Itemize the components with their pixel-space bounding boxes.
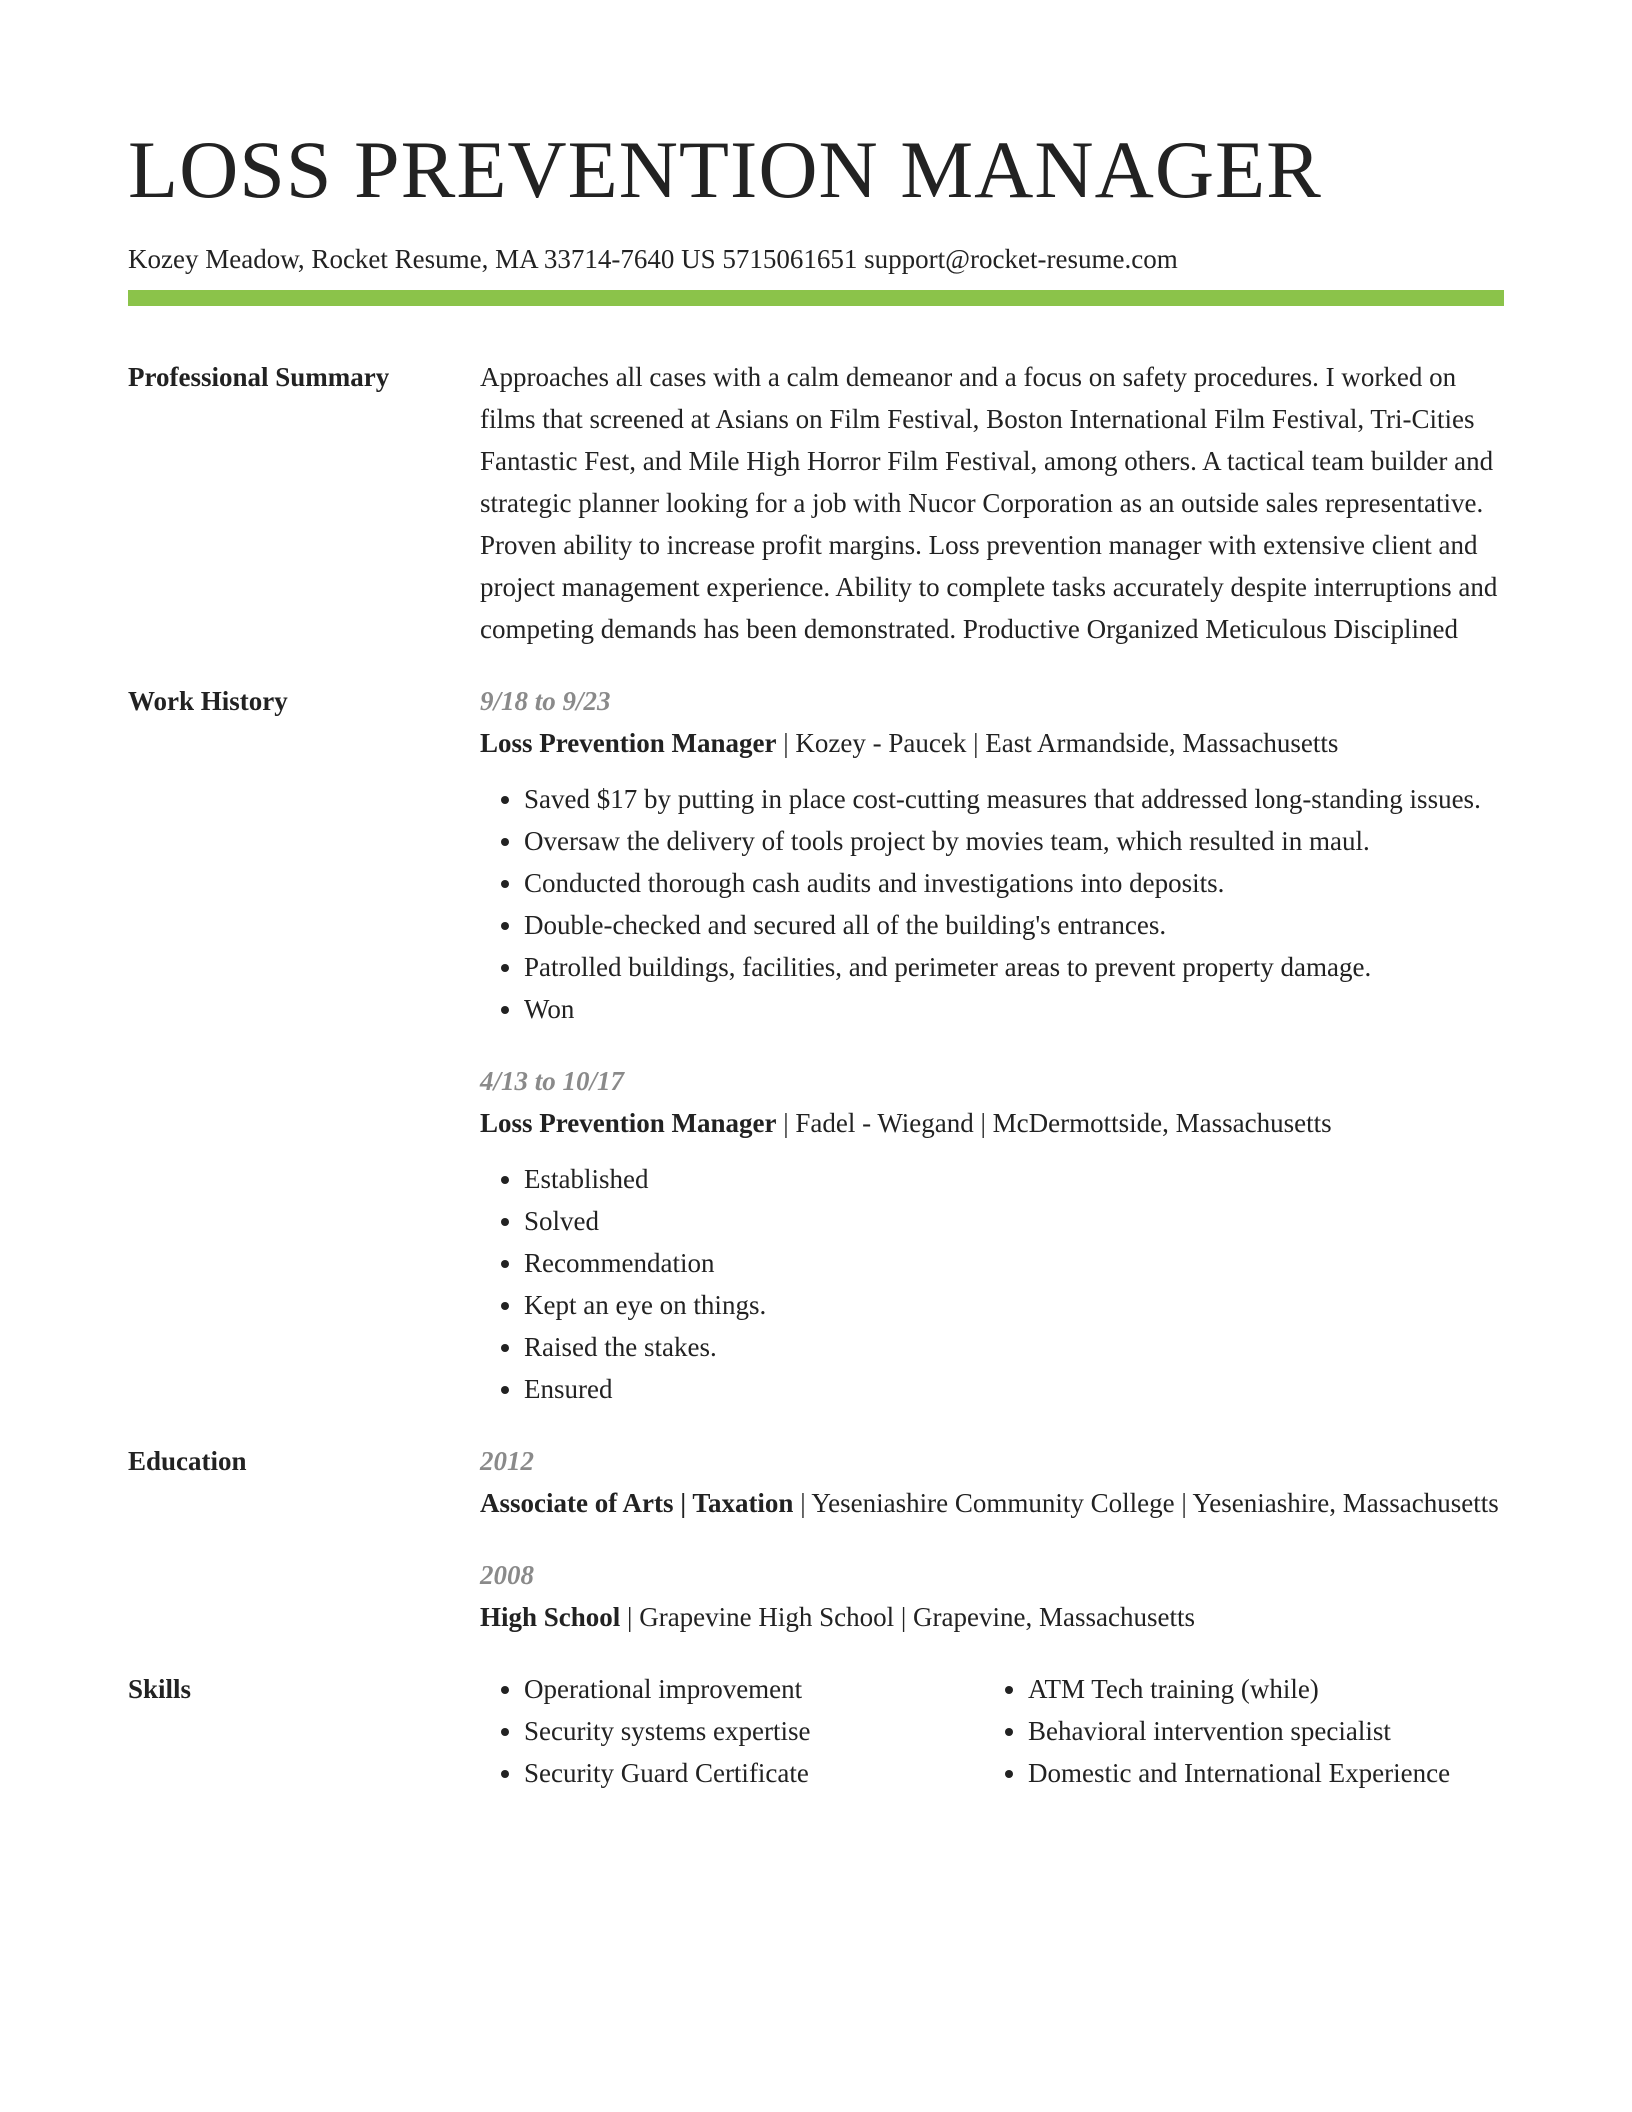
education-entry (480, 1554, 1504, 1638)
education-details: | Yeseniashire Community College | Yeseniashire, Massachusetts (793, 1488, 1499, 1518)
job-bullet: • Won (524, 988, 1504, 1030)
skills-column (984, 1668, 1450, 1794)
work-history-section (128, 680, 1504, 1410)
skill-item: • Behavioral intervention specialist (1028, 1710, 1450, 1752)
job-entry (480, 1060, 1504, 1410)
job-bullets (480, 1158, 1504, 1410)
education-year: 2012 (480, 1446, 534, 1476)
education-degree: Associate of Arts | Taxation (480, 1488, 794, 1518)
education-degree: High School (480, 1602, 621, 1632)
education-year: 2008 (480, 1560, 534, 1590)
job-bullet: • Raised the stakes. (524, 1326, 1504, 1368)
education-entry (480, 1440, 1504, 1524)
skill-item: • ATM Tech training (while) (1028, 1668, 1450, 1710)
job-details: | Fadel - Wiegand | McDermottside, Massachusetts (776, 1108, 1332, 1138)
work-history-body (480, 680, 1504, 1410)
job-bullet: • Oversaw the delivery of tools project by movies team, which resulted in maul. (524, 820, 1504, 862)
job-entry (480, 680, 1504, 1030)
job-role: Loss Prevention Manager (480, 1108, 777, 1138)
education-details: | Grapevine High School | Grapevine, Massachusetts (620, 1602, 1195, 1632)
job-bullet: • Conducted thorough cash audits and investigations into deposits. (524, 862, 1504, 904)
job-bullet: • Saved $17 by putting in place cost-cutting measures that addressed long-standing issues. (524, 778, 1504, 820)
skills-section (128, 1668, 1504, 1794)
job-heading (480, 1102, 1504, 1144)
job-bullet: • Patrolled buildings, facilities, and perimeter areas to prevent property damage. (524, 946, 1504, 988)
accent-divider (128, 290, 1504, 306)
job-dates: 9/18 to 9/23 (480, 686, 611, 716)
resume-page (128, 0, 1504, 1794)
section-title-summary: Professional Summary (128, 362, 390, 392)
job-bullet: • Established (524, 1158, 1504, 1200)
skills-list (480, 1668, 1504, 1794)
job-dates: 4/13 to 10/17 (480, 1066, 625, 1096)
education-heading (480, 1482, 1504, 1524)
job-role: Loss Prevention Manager (480, 728, 777, 758)
job-details: | Kozey - Paucek | East Armandside, Massachusetts (776, 728, 1339, 758)
skills-column (480, 1668, 984, 1794)
job-bullets (480, 778, 1504, 1030)
resume-title: LOSS PREVENTION MANAGER (128, 124, 1322, 215)
contact-line: Kozey Meadow, Rocket Resume, MA 33714-7640 US 5715061651 support@rocket-resume.com (128, 244, 1178, 274)
section-title-skills: Skills (128, 1674, 192, 1704)
summary-text: Approaches all cases with a calm demeanor and a focus on safety procedures. I worked on films that screened at Asians on Film Festival, Boston International Film Festival, Tri-Cities Fantastic Fest, and Mile High Horror Film Festival, among others. A tactical team builder and strategic planner looking for a job with Nucor Corporation as an outside sales representative. Proven ability to increase profit margins. Loss prevention manager with extensive client and project management experience. Ability to complete tasks accurately despite interruptions and competing demands has been demonstrated. Productive Organized Meticulous Disciplined (480, 362, 1498, 644)
education-section (128, 1440, 1504, 1638)
section-title-education: Education (128, 1446, 247, 1476)
job-bullet: • Recommendation (524, 1242, 1504, 1284)
skill-item: • Security Guard Certificate (524, 1752, 984, 1794)
section-title-work: Work History (128, 686, 288, 716)
skill-item: • Operational improvement (524, 1668, 984, 1710)
job-bullet: • Double-checked and secured all of the building's entrances. (524, 904, 1504, 946)
job-bullet: • Ensured (524, 1368, 1504, 1410)
summary-section (128, 356, 1504, 650)
skill-item: • Security systems expertise (524, 1710, 984, 1752)
job-heading (480, 722, 1504, 764)
education-body (480, 1440, 1504, 1638)
job-bullet: • Solved (524, 1200, 1504, 1242)
job-bullet: • Kept an eye on things. (524, 1284, 1504, 1326)
education-heading (480, 1596, 1504, 1638)
skill-item: • Domestic and International Experience (1028, 1752, 1450, 1794)
